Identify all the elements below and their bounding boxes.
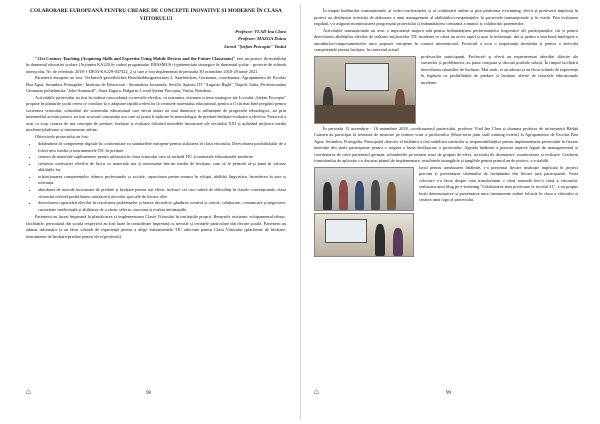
right-page (300, 0, 600, 424)
person (375, 224, 385, 256)
page-number-left: 98 (146, 391, 151, 396)
author-1: Profesor: VLAD Ina Clara (235, 29, 286, 35)
list-item: • dobândirea de competențe digitale în conformitate cu standardele europene pentru utilizarea în clasa viitorului. Dezvoltarea posibilităților de a folosi new media și instrumentele TIC în predare. (38, 141, 286, 154)
projection-screen (325, 219, 367, 243)
person (371, 180, 380, 210)
photo-meeting-top (314, 56, 416, 124)
page-number-right: 99 (446, 391, 451, 396)
table (315, 105, 415, 124)
author-institution: Liceul "Ștefan Procopiu" Vaslui (224, 43, 286, 49)
intro-rest: este un proiect de mobilități în domeniul educației școlare (Acțiunea KA229 în cadrul programului ERASMUS+)-parteneriate strategice în domeniul școlar - proiecte de schimb interșcolar, Nr. de referință: 2018-1-DE03-KA229-047322_2 și care a fost implementat în perioada 30 octombrie 2018-29 iunie 2021. (26, 55, 287, 74)
projection-screen (345, 63, 389, 91)
person (387, 182, 396, 210)
home-icon[interactable]: ⌂ (314, 387, 319, 396)
person (323, 182, 332, 210)
list-item: • crearea de materiale suplimentare pentru utilizarea în clasa viitorului care să includă TIC și materiale educaționale moderne. (38, 154, 286, 161)
list-item: • abordarea de metode inovatoare de predare și învățare pentru toți elevii, inclusiv cei care suferă de dificultăți în clasele convenționale, clasa viitorului oferind posibilitatea satisfacerii nevoilor speciale de fiecare elev. (38, 187, 286, 200)
mobility-paragraph-d: locul pentru următoarea întâlnire, s-a prezentat fiecare instituție implicată în proiect precum și prezentarea sistemului de învățământ din fiecare țară participantă. Noua colectare s-a făcut despre cum transformăm o clasă normală într-o clasă a viitorului, realizarea unui blog pe e-twinning "Colaborarea mea privitoare la secolul 21", s-au propus lecții demonstrative și prezentarea unor instrumente online folosite în clasa a viitorului și crearea unui logo al proiectului. (419, 164, 578, 203)
home-icon[interactable]: ⌂ (26, 387, 31, 396)
partners-paragraph-2: Partenerii au lucrat împreună la planificarea și implementarea Clasei Viitorului în instituțiile proprii. Resursele existente, echipamentul tehnic, facilitățile, personalul din școala respectivă au fost luate în considerare împreună cu nevoile și cerințele particulare din fiecare școală. Partenerii au adunat informații și au făcut schimb de experiență pentru a alege instrumentele TIC adecvate pentru Clasa Viitorului (platforme de învățare, instrumente de învățare/predare pentru elevi/profesori). (26, 214, 286, 239)
list-item: • dezvoltarea capacității elevilor în rezolvarea problemelor și luarea deciziilor; gândirea creativă și critică; colaborare, comunicare și negociere; curiozitate intelectuală și abilitatea de a căuta, selecta, structura și evalua informațiile. (38, 200, 286, 213)
objectives-list (26, 141, 286, 213)
activities-paragraph: Activitățile proiectului au fost în strânsă concordanță cu nevoile elevilor, cu misiunea, viziunea și ținta strategice ale Liceului „Ștefan Procopiu" propuse în planurile școlii ceeea ce conduce la o adaptare rapidă a elevilor la cerințele sistemului educațional, pentru a fi cât mai bine pregătiți pentru societatea viitorului, schimbări ale sistemului educațional care devin astăzi tot mai dinamice și influențate de progresele tehnologice, iar prin intermediul acestui proiect au fost accesate cunoștințe noi care să poată fi aplicate în metodologia de predare-învățare-evaluare a elevilor. Proiectul a avut ca scop crearea de noi concepte de predare, învățare și evaluare folosind metodele inovatoare ale secolului XXI și utilizând mijloace media moderne/platforme și instrumente online. (26, 94, 286, 133)
photo-group-bottom-left (314, 167, 414, 211)
objectives-heading: Obiectivele proiectului au fost: (35, 133, 89, 139)
intro-paragraph-right: În timpul întâlnirilor transnaționale, al video-conferințelor și al colaborării online și prin platforma e-twinning, elevii și profesorii implicați în proiect au desfășurat activități de elaborare a unui management al abilităților/competențelor în proiectele transnaționale și în vizită. Prin evaluarea regulată, s-a asigurat monitorizarea progresului proiectului și îmbunătățirea constantă a muncii și colaborării partenerilor. (314, 8, 578, 27)
person (393, 228, 403, 256)
partners-paragraph: Partenerii europeni au fost: Technisch-gewerbliches Berufsbildungszentrum 2, Saarbrücken, Germania, coordonator, Agrupamento de Escolas Boa Agua, Sesimbra, Portugalia - Instituto de Educacion - Secundaria Jacaranda, Sevilla, Spania, ITI "Augusto Righi", Napoli, Italia, Professionalna Gimnazia politehnicka "John Atanasoff", Stara Zagora, Bulgaria, Liceul Ștefan Procopiu, Vaslui, România. (26, 75, 286, 94)
authors-block (26, 28, 286, 49)
intro-bold-title: "21st Century Teaching (Acquiring Skills and Expertise Using Mobile Devices and the Future Classroom)" (35, 55, 236, 61)
mobility-paragraph-b: profesorilor participanți. Profesorii și elevii au experimentat abordări diferite ale sarcinilor și problemelor, au putut compara și discuta posibile soluții. În timpul facilitării dezvoltarea situațiilor de învățare. Mai mult, ei au adunat și au făcut schimb de experiență în legătură cu posibilitățile de predare și învățare oferite de resursele educaționale moderne. (421, 53, 578, 85)
person (339, 180, 348, 210)
person (355, 181, 364, 210)
list-item: • achiziționarea competențelor tehnice profesionale și sociale, capacitatea pentru munca în echipă, abilități lingvistice, încrederea în sine și toleranța. (38, 174, 286, 187)
intro-paragraph (26, 56, 286, 76)
bottom-photos (314, 167, 414, 257)
list-item: • creșterea motivației elevilor de lucru cu materiale noi și interesante într-un mediu de învățare, care să le permită să-și pună în valoare abilitățile lor. (38, 161, 286, 174)
article-title: COLABORARE EUROPEANĂ PENTRU CREARE DE CONCEPTE INOVATIVE ȘI MODERNE ÎN CLASA VIITORULUI (30, 8, 282, 22)
mobility-paragraph-a: Activitățile transnaționale au avut o importanță majoră atât pentru îmbunătățirea performanțelor lingvistice ale participanților cât și pentru dezvoltarea abilităților elevilor de utilizare mijloacelor TIC moderne ce oferă un acces rapid și ușor la informații, dar și pentru o mai bună înțelegere a atitudinilor/comportamentelor unor popoare europene în context internațional. Proiectul a avut o importanță deosebită și pentru a dezvolta competențele pentru învățare, în contextul actual (314, 27, 578, 53)
mobility-paragraph-c: În perioada 12 noiembrie - 16 noiembrie 2018, coordonatorul proiectului, profesor Vlad Ina Clara și doamna profesor de informatică Bădiță Carmen au participat la sesiunea de instruire pe termen scurt a profesorilor (Short-term joint staff training events) la Agrupamento de Escolas Boa Agua, Sesimbra, Portugalia. Principalul obiectiv al întâlnirii a fost stabilirea sarcinilor și responsabilităților pentru implementarea proiectului în fiecare instituție din țările participante pentru o asigura o bună desfășurare a proiectului. Agenda întâlnirii a punctat aspecte legate de managementul și coordonarea de către partenerul german, schimburile pe termen scurt de grupuri de elevi, activități de diseminare, monitorizare și evaluare. Conform formularului de aplicație s-a discutat planul de implementare, rezultatele intangibile și tangibile pentru primul an de proiect, s-a stabilit (314, 125, 578, 164)
author-2: Profesor: MAZGA Doina (238, 36, 286, 42)
photo-classroom-bottom-right (314, 213, 414, 257)
